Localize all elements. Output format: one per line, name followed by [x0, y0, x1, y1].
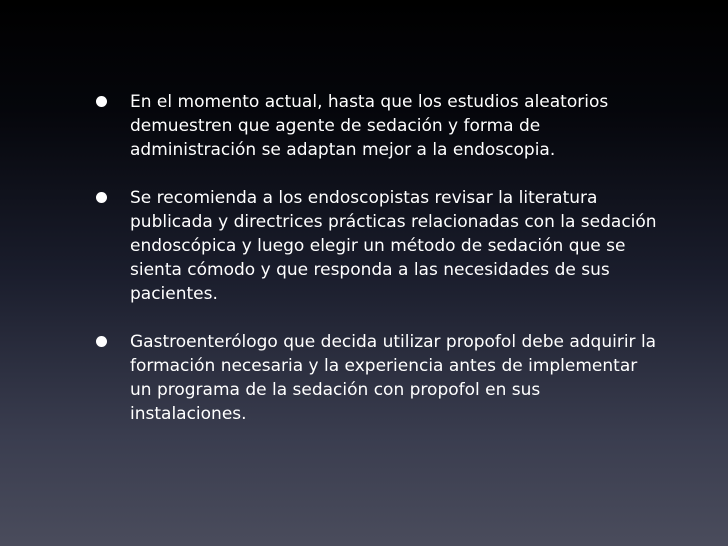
bullet-dot-icon [96, 336, 107, 347]
bullet-text: En el momento actual, hasta que los estudios aleatorios demuestren que agente de sedación y forma de administración se adaptan mejor a la endoscopia. [130, 92, 609, 160]
bullet-item [92, 186, 662, 306]
bullet-dot-icon [96, 96, 107, 107]
bullet-list [92, 90, 662, 450]
bullet-text: Gastroenterólogo que decida utilizar propofol debe adquirir la formación necesaria y la experiencia antes de implementar un programa de la sedación con propofol en sus instalaciones. [130, 332, 657, 424]
bullet-dot-icon [96, 192, 107, 203]
bullet-item [92, 330, 662, 426]
bullet-item [92, 90, 662, 162]
bullet-text: Se recomienda a los endoscopistas revisar la literatura publicada y directrices prácticas relacionadas con la sedación endoscópica y luego elegir un método de sedación que se sienta cómodo y que responda a las necesidades de sus pacientes. [130, 188, 657, 304]
